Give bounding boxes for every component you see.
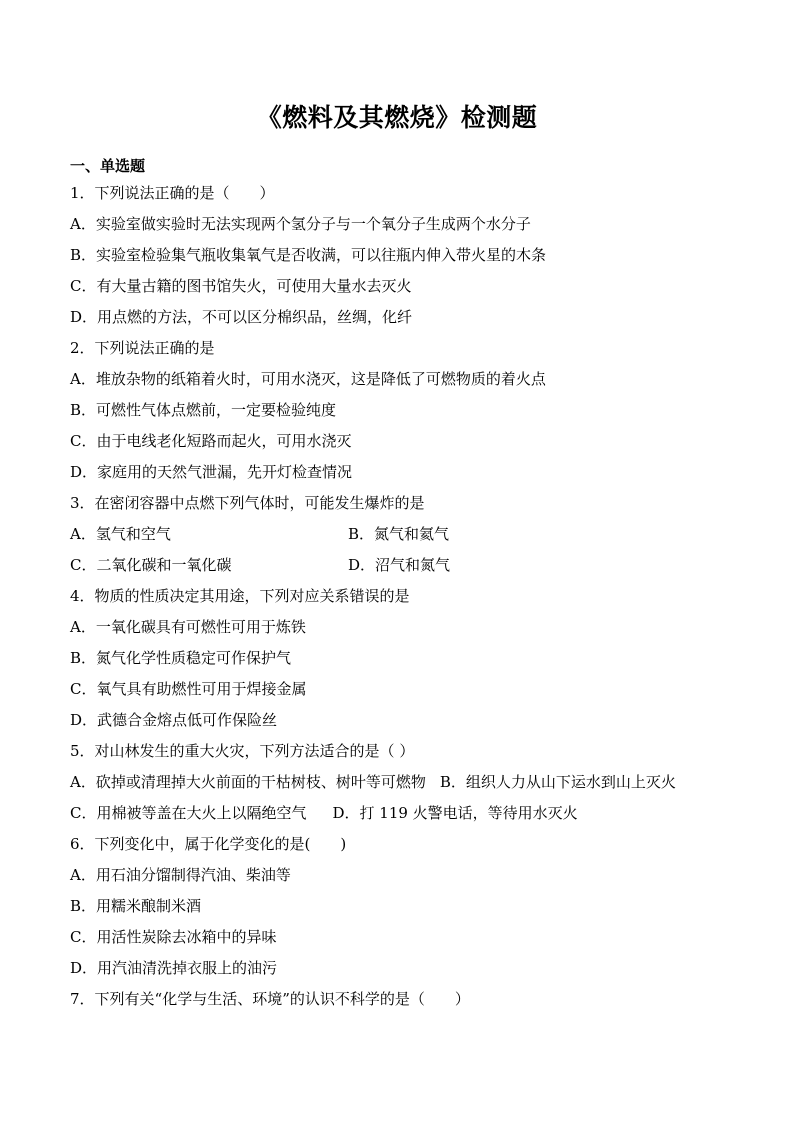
question-1-option-d: D．用点燃的方法，不可以区分棉织品，丝绸，化纤	[70, 308, 413, 326]
document-title: 《燃料及其燃烧》检测题	[256, 103, 538, 132]
question-5-options-row-1	[70, 767, 730, 798]
question-2-option-c: C．由于电线老化短路而起火，可用水浇灭	[70, 432, 352, 450]
question-2-option-a: A．堆放杂物的纸箱着火时，可用水浇灭，这是降低了可燃物质的着火点	[70, 370, 546, 388]
question-3-option-a: A．氢气和空气	[70, 525, 171, 543]
question-3-option-d: D．沼气和氮气	[348, 556, 451, 574]
question-6-option-c: C．用活性炭除去冰箱中的异味	[70, 928, 277, 946]
question-4-option-d: D．武德合金熔点低可作保险丝	[70, 711, 278, 729]
question-1-option-c: C．有大量古籍的图书馆失火，可使用大量水去灭火	[70, 277, 412, 295]
question-2-stem: 2．下列说法正确的是	[70, 339, 215, 357]
question-4-option-a: A．一氧化碳具有可燃性可用于炼铁	[70, 618, 306, 636]
question-4-option-b: B．氮气化学性质稳定可作保护气	[70, 649, 292, 667]
question-1-option-b: B．实验室检验集气瓶收集氧气是否收满，可以往瓶内伸入带火星的木条	[70, 246, 547, 264]
question-5-option-c: C．用棉被等盖在大火上以隔绝空气	[70, 804, 307, 822]
question-3-option-b: B．氮气和氦气	[348, 525, 450, 543]
question-1-option-a: A．实验室做实验时无法实现两个氢分子与一个氧分子生成两个水分子	[70, 215, 531, 233]
question-6-stem: 6．下列变化中，属于化学变化的是( )	[70, 835, 347, 853]
question-6-option-a: A．用石油分馏制得汽油、柴油等	[70, 866, 291, 884]
question-3-stem: 3．在密闭容器中点燃下列气体时，可能发生爆炸的是	[70, 494, 425, 512]
question-6-option-b: B．用糯米酿制米酒	[70, 897, 202, 915]
question-5-stem: 5．对山林发生的重大火灾，下列方法适合的是（ ）	[70, 742, 415, 760]
question-5-option-a: A．砍掉或清理掉大火前面的干枯树枝、树叶等可燃物	[70, 773, 426, 791]
question-3-options-row-1	[70, 519, 730, 550]
question-4-option-c: C．氧气具有助燃性可用于焊接金属	[70, 680, 307, 698]
document-body	[70, 154, 730, 1015]
question-5-options-row-2	[70, 798, 730, 829]
question-2-option-d: D．家庭用的天然气泄漏，先开灯检查情况	[70, 463, 353, 481]
question-1-stem: 1．下列说法正确的是（ ）	[70, 184, 275, 202]
question-7-stem: 7．下列有关“化学与生活、环境”的认识不科学的是（ ）	[70, 990, 470, 1008]
question-6-option-d: D．用汽油清洗掉衣服上的油污	[70, 959, 278, 977]
question-3-option-c: C．二氧化碳和一氧化碳	[70, 556, 232, 574]
question-5-option-b: B．组织人力从山下运水到山上灭火	[439, 773, 676, 791]
question-2-option-b: B．可燃性气体点燃前，一定要检验纯度	[70, 401, 337, 419]
question-3-options-row-2	[70, 550, 730, 581]
question-5-option-d: D．打 119 火警电话，等待用水灭火	[332, 804, 578, 822]
section-heading: 一、单选题	[70, 157, 146, 175]
question-4-stem: 4．物质的性质决定其用途，下列对应关系错误的是	[70, 587, 410, 605]
